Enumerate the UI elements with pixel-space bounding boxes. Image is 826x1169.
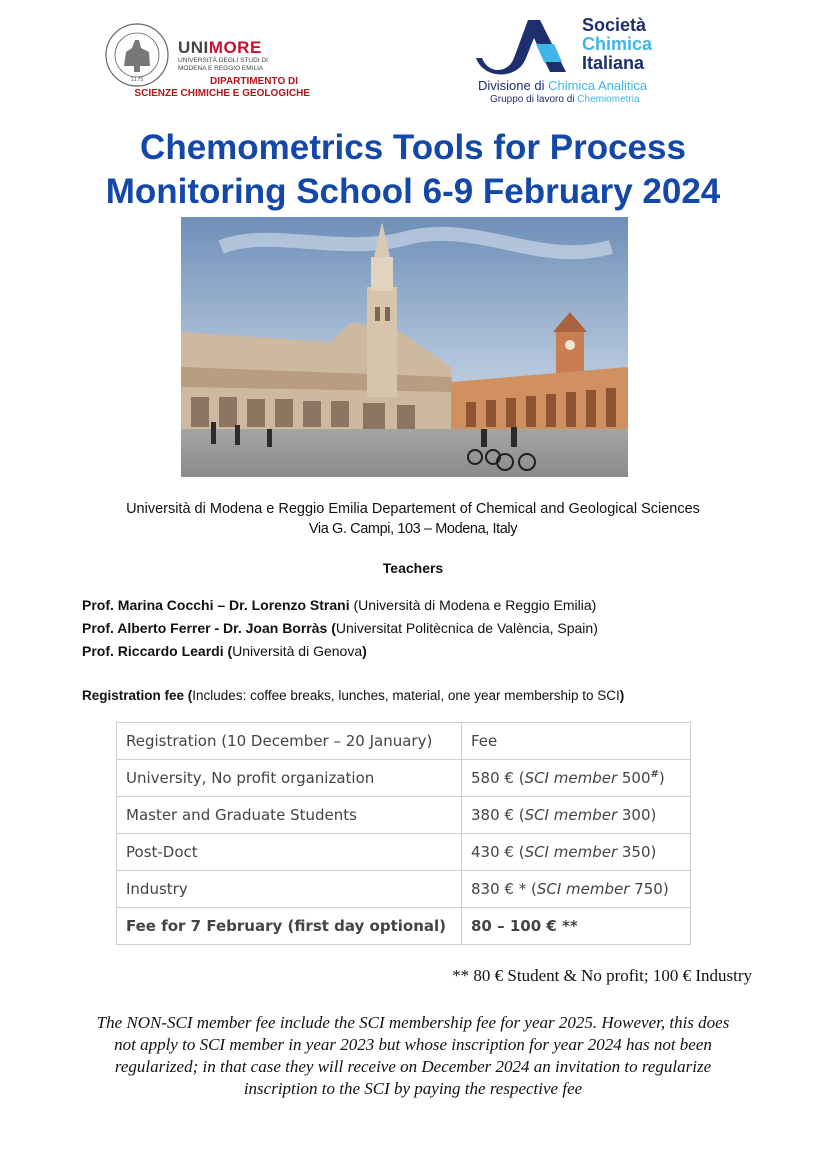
fee-category: Master and Graduate Students (117, 797, 462, 834)
sci-mark-icon (474, 14, 584, 80)
unimore-wordmark: UNIMORE (178, 38, 262, 57)
fee-table (116, 722, 691, 945)
table-row (117, 760, 691, 797)
modena-piazza-photo (181, 217, 628, 477)
table-header-row (117, 723, 691, 760)
fee-category: Post-Doct (117, 834, 462, 871)
membership-disclaimer: The NON-SCI member fee include the SCI membership fee for year 2025. However, this does not apply to SCI member in year 2023 but whose inscription for year 2024 has not been regularized; in that case they will receive on December 2024 an invitation to regularize inscription to the SCI by paying the respective fee (96, 1013, 730, 1098)
table-row (117, 834, 691, 871)
fee-amount: 430 € (SCI member 350) (462, 834, 691, 871)
page-title: Chemometrics Tools for Process Monitoring School 6-9 February 2024 (105, 128, 721, 211)
fee-footnote: ** 80 € Student & No profit; 100 € Industry (452, 966, 752, 985)
department-name: DIPARTIMENTO DI SCIENZE CHIMICHE E GEOLOGICHE (134, 76, 310, 99)
teachers-list (82, 594, 598, 663)
sci-name: Società Chimica Italiana (582, 15, 653, 73)
registration-fee-heading: Registration fee (Includes: coffee breaks, lunches, material, one year membership to SCI) (82, 688, 625, 703)
venue-address (0, 499, 826, 539)
table-row (117, 797, 691, 834)
unimore-logo (100, 22, 310, 102)
fee-category: Fee for 7 February (first day optional) (117, 908, 462, 945)
sci-division: Divisione di Chimica Analitica (478, 78, 648, 93)
fee-category: University, No profit organization (117, 760, 462, 797)
unimore-subtitle: UNIVERSITÀ DEGLI STUDI DI MODENA E REGGIO EMILIA (178, 57, 268, 72)
seal-year: 1175 (130, 77, 144, 83)
sci-logo (474, 14, 674, 106)
fee-category: Industry (117, 871, 462, 908)
header-category: Registration (10 December – 20 January) (117, 723, 462, 760)
teacher-entry: Prof. Marina Cocchi – Dr. Lorenzo Strani (Università di Modena e Reggio Emilia) (82, 597, 597, 613)
fee-amount: 830 € * (SCI member 750) (462, 871, 691, 908)
sci-working-group: Gruppo di lavoro di Chemiometria (490, 94, 640, 105)
venue-street: Via G. Campi, 103 – Modena, Italy (308, 521, 518, 537)
venue-institution: Università di Modena e Reggio Emilia Departement of Chemical and Geological Sciences (126, 501, 700, 517)
fee-amount: 380 € (SCI member 300) (462, 797, 691, 834)
fee-amount: 580 € (SCI member 500#) (462, 760, 691, 797)
fee-amount: 80 – 100 € ** (462, 908, 691, 945)
header-fee: Fee (462, 723, 691, 760)
teacher-entry: Prof. Alberto Ferrer - Dr. Joan Borràs (Universitat Politècnica de València, Spain) (82, 620, 598, 636)
teachers-heading: Teachers (382, 560, 444, 576)
teacher-entry: Prof. Riccardo Leardi (Università di Genova) (82, 643, 367, 659)
table-row (117, 871, 691, 908)
table-row-optional-day (117, 908, 691, 945)
